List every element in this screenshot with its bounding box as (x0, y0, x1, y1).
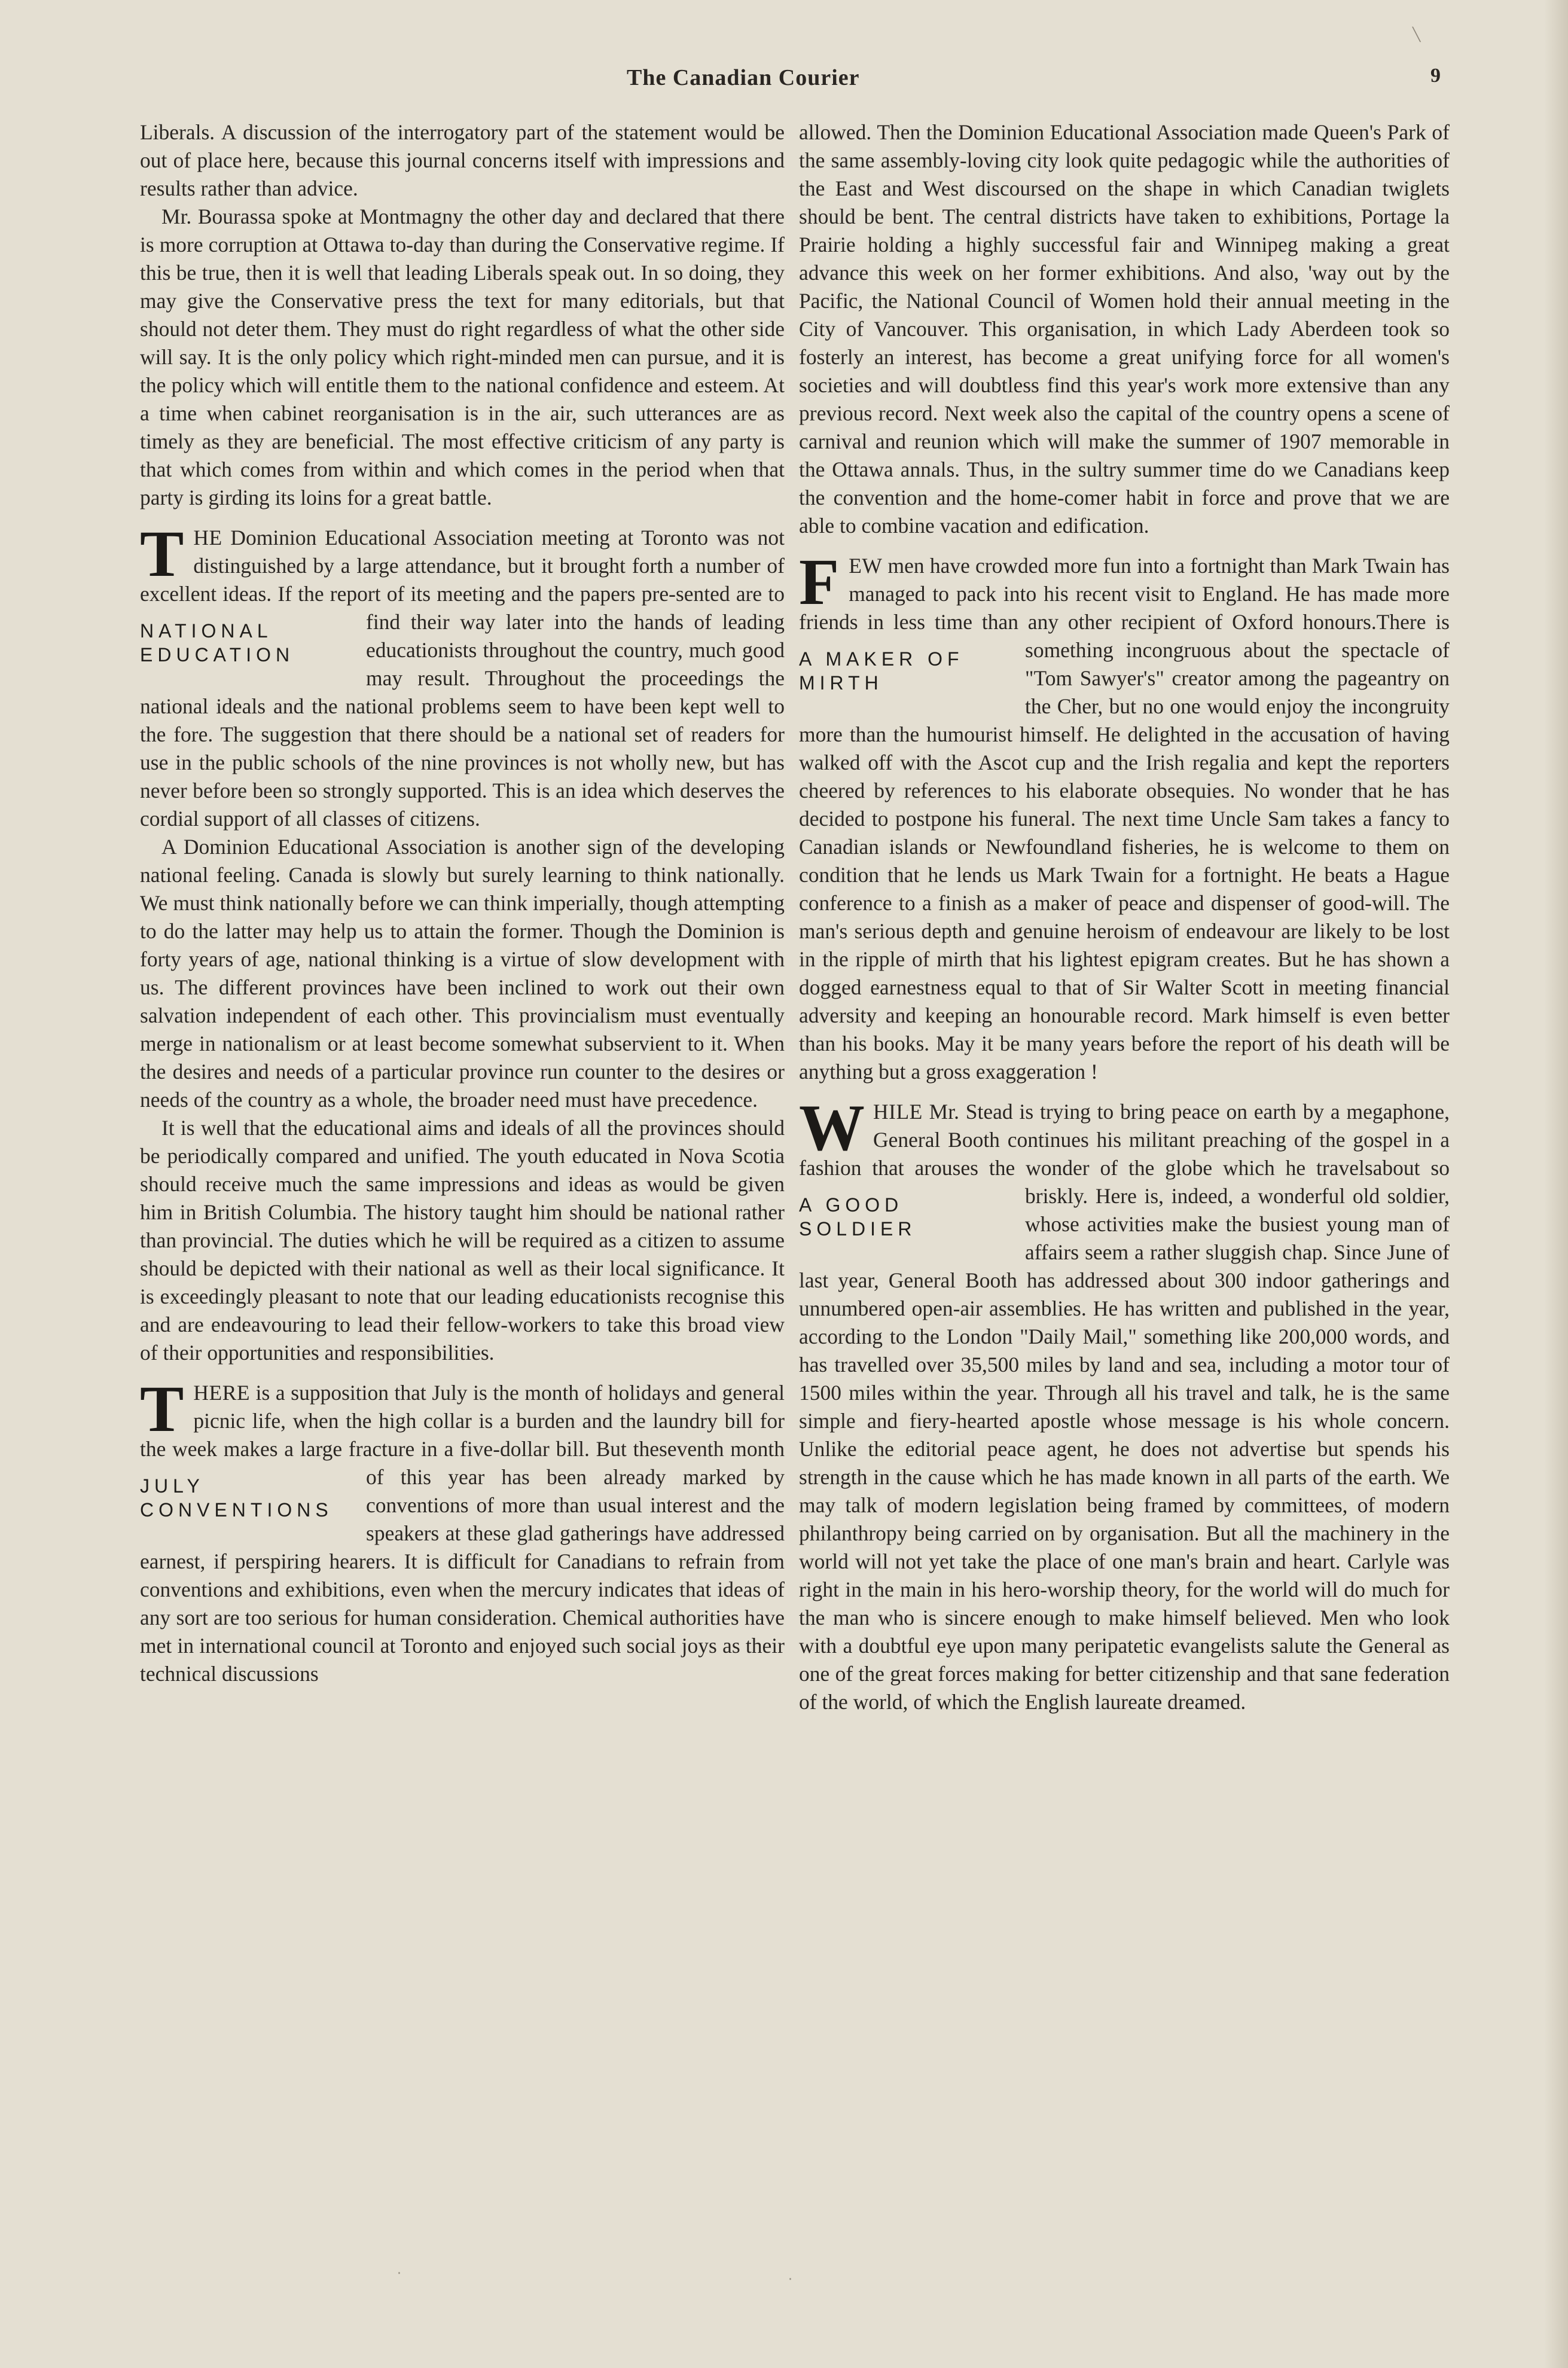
print-speck: · (397, 2266, 401, 2281)
july-conventions-text-part-2: seventh month of this year has been already marked by conventions of more than usual interest and the speakers at these glad gatherings have addressed earnest, if perspiring hearers. It is difficult for Canadians to refrain from conventions and exhibitions, even when the mercury indicates that ideas of any sort are too serious for human consideration. Chemical authorities have met in international council at Toronto and enjoyed such social joys as their technical discussions (140, 1437, 785, 1686)
right-column (799, 118, 1450, 1716)
good-soldier-text-part-2: about so briskly. Here is, indeed, a wonderful old soldier, whose activities make the busiest young man of affairs seem a rather sluggish chap. Since June of last year, General Booth has addressed about 300 indoor gatherings and unnumbered open-air assemblies. He has written and published in the year, according to the London "Daily Mail," something like 200,000 words, and has travelled over 35,500 miles by land and sea, including a motor tour of 1500 miles within the year. Through all his travel and talk, he is the same simple and fiery-hearted apostle whose message is his whole concern. Unlike the editorial peace agent, he does not advertise but spends his strength in the cause which he has made known in all parts of the earth. We may talk of modern legislation being framed by committees, of modern philanthropy being carried on by organisation. But all the machinery in the world will not yet take the place of one man's brain and heart. Carlyle was right in the main in his hero-worship theory, for the world will do much for the man who is sincere enough to make himself believed. Men who look with a doubtful eye upon many peripatetic evangelists salute the General as one of the great forces making for better citizenship and that sane federation of the world, of which the English laureate dreamed. (799, 1156, 1450, 1714)
print-speck: · (788, 2272, 792, 2287)
maker-of-mirth-paragraph (799, 545, 1450, 1086)
dropcap-letter: F (799, 545, 840, 618)
lead-word: HE (193, 526, 222, 550)
intro-paragraph-1: Liberals. A discussion of the interrogatory part of the statement would be out of place here, because this journal concerns itself with impressions and results rather than advice. (140, 120, 785, 200)
page-header (0, 65, 1568, 100)
publication-title: The Canadian Courier (627, 65, 860, 90)
dropcap-letter: W (799, 1091, 865, 1164)
article-maker-of-mirth (799, 545, 1450, 1086)
national-education-text-part-2: sented are to find their way later into the hands of leading educationists throughout the country, much good may result. Throughout the proceedings the national ideals and the national problems seem to have been kept well to the fore. The suggestion that there should be a national set of readers for use in the public schools of the nine provinces is not wholly new, but has never before been so strongly supported. This is an idea which deserves the cordial support of all classes of citizens. (140, 582, 785, 831)
sidehead-maker-of-mirth: A MAKER OF MIRTH (799, 648, 964, 694)
maker-of-mirth-text-part-1: men have crowded more fun into a fortnight than Mark Twain has managed to pack into his recent visit to England. He has made more friends in less time than any other recipient of Oxford honours. (799, 554, 1450, 634)
article-good-soldier (799, 1091, 1450, 1716)
national-education-paragraph-1 (140, 517, 785, 833)
national-education-paragraph-2: A Dominion Educational Association is another sign of the developing national feeling. Canada is slowly but surely learning to think nationally. We must think nationally before we can think imperially, though attempting to do the latter may help us to attain the former. Though the Dominion is forty years of age, national thinking is a virtue of slow development with us. The different provinces have been inclined to work out their own salvation independent of each other. This provincialism must eventually merge in nationalism or at least become somewhat subservient to it. When the desires and needs of a particular province run counter to the desires or needs of the country as a whole, the broader need must have precedence. (140, 835, 785, 1112)
sidehead-july-conventions: JULY CONVENTIONS (140, 1475, 333, 1521)
page-number: 9 (1430, 65, 1441, 87)
good-soldier-text-part-1: Mr. Stead is trying to bring peace on earth by a megaphone, General Booth continues his militant preaching of the gospel in a fashion that arouses the wonder of the globe which he travels (799, 1100, 1450, 1180)
july-conventions-continuation: allowed. Then the Dominion Educational Association made Queen's Park of the same assembly-loving city look quite pedagogic while the authorities of the East and West discoursed on the shape in which Canadian twiglets should be bent. The central districts have taken to exhibitions, Portage la Prairie holding a highly successful fair and Winnipeg making a great advance this week on her former exhibitions. And also, 'way out by the Pacific, the National Council of Women hold their annual meeting in the City of Vancouver. This organisation, in which Lady Aberdeen took so fosterly an interest, has become a great unifying force for all women's societies and will doubtless find this year's work more extensive than any previous record. Next week also the capital of the country opens a scene of carnival and reunion which will make the summer of 1907 memorable in the Ottawa annals. Thus, in the sultry summer time do we Canadians keep the convention and the home-comer habit in force and prove that we are able to combine vacation and edification. (799, 120, 1450, 538)
maker-of-mirth-text-part-2: There is something incongruous about the spectacle of "Tom Sawyer's" creator among the pageantry on the Cher, but no one would enjoy the incongruity more than the humourist himself. He delighted in the accusation of having walked off with the Ascot cup and the Irish regalia and kept the reporters cheered by references to his elaborate obsequies. No wonder that he has decided to postpone his funeral. The next time Uncle Sam takes a fancy to Canadian islands or Newfoundland fisheries, he is welcome to them on condition that he lends us Mark Twain for a fortnight. He beats a Hague conference to a finish as a maker of peace and dispenser of good-will. The man's serious depth and genuine heroism of endeavour are likely to be lost in the ripple of mirth that his lightest epigram creates. But he has shown a dogged earnestness equal to that of Sir Walter Scott in meeting financial adversity and keeping an honourable record. Mark himself is even better than his books. May it be many years before the report of his death will be anything but a gross exaggeration ! (799, 610, 1450, 1084)
intro-paragraph-2: Mr. Bourassa spoke at Montmagny the other day and declared that there is more corruption at Ottawa to-day than during the Conservative regime. If this be true, then it is well that leading Liberals speak out. In so doing, they may give the Conservative press the text for many editorials, but that should not deter them. They must do right regardless of what the other side will say. It is the only policy which right-minded men can pursue, and it is the policy which will entitle them to the national confidence and esteem. At a time when cabinet reorganisation is in the air, such utterances are as timely as they are beneficial. The most effective criticism of any party is that which comes from within and which comes in the period when that party is girding its loins for a great battle. (140, 205, 785, 509)
sidehead-good-soldier: A GOOD SOLDIER (799, 1194, 917, 1240)
national-education-paragraph-3: It is well that the educational aims and ideals of all the provinces should be periodically compared and unified. The youth educated in Nova Scotia should receive much the same impressions and ideas as would be given him in British Columbia. The history taught him should be national rather than provincial. The duties which he will be required as a citizen to assume should be depicted with their national as well as their local significance. It is exceedingly pleasant to note that our leading educationists recognise this and are endeavouring to lead their fellow-workers to take this broad view of their opportunities and responsibilities. (140, 1116, 785, 1365)
july-conventions-paragraph (140, 1372, 785, 1688)
dropcap-letter: T (140, 517, 184, 590)
print-speck: ╲ (1413, 28, 1421, 42)
lead-word: HILE (873, 1100, 923, 1124)
article-national-education (140, 517, 785, 1367)
page-edge-shadow (1544, 0, 1568, 2368)
good-soldier-paragraph (799, 1091, 1450, 1716)
dropcap-letter: T (140, 1372, 184, 1445)
article-july-conventions (140, 1372, 785, 1688)
july-conventions-text-part-1: is a supposition that July is the month of holidays and general picnic life, when the high collar is a burden and the laundry bill for the week makes a large fracture in a five-dollar bill. But the (140, 1381, 785, 1461)
lead-word: EW (849, 554, 883, 578)
national-education-text-part-1: Dominion Educational Association meeting at Toronto was not distinguished by a large attendance, but it brought forth a number of excellent ideas. If the report of its meeting and the papers pre- (140, 526, 785, 606)
sidehead-national-education: NATIONAL EDUCATION (140, 620, 295, 666)
lead-word: HERE (193, 1381, 251, 1405)
left-column (140, 118, 785, 1688)
